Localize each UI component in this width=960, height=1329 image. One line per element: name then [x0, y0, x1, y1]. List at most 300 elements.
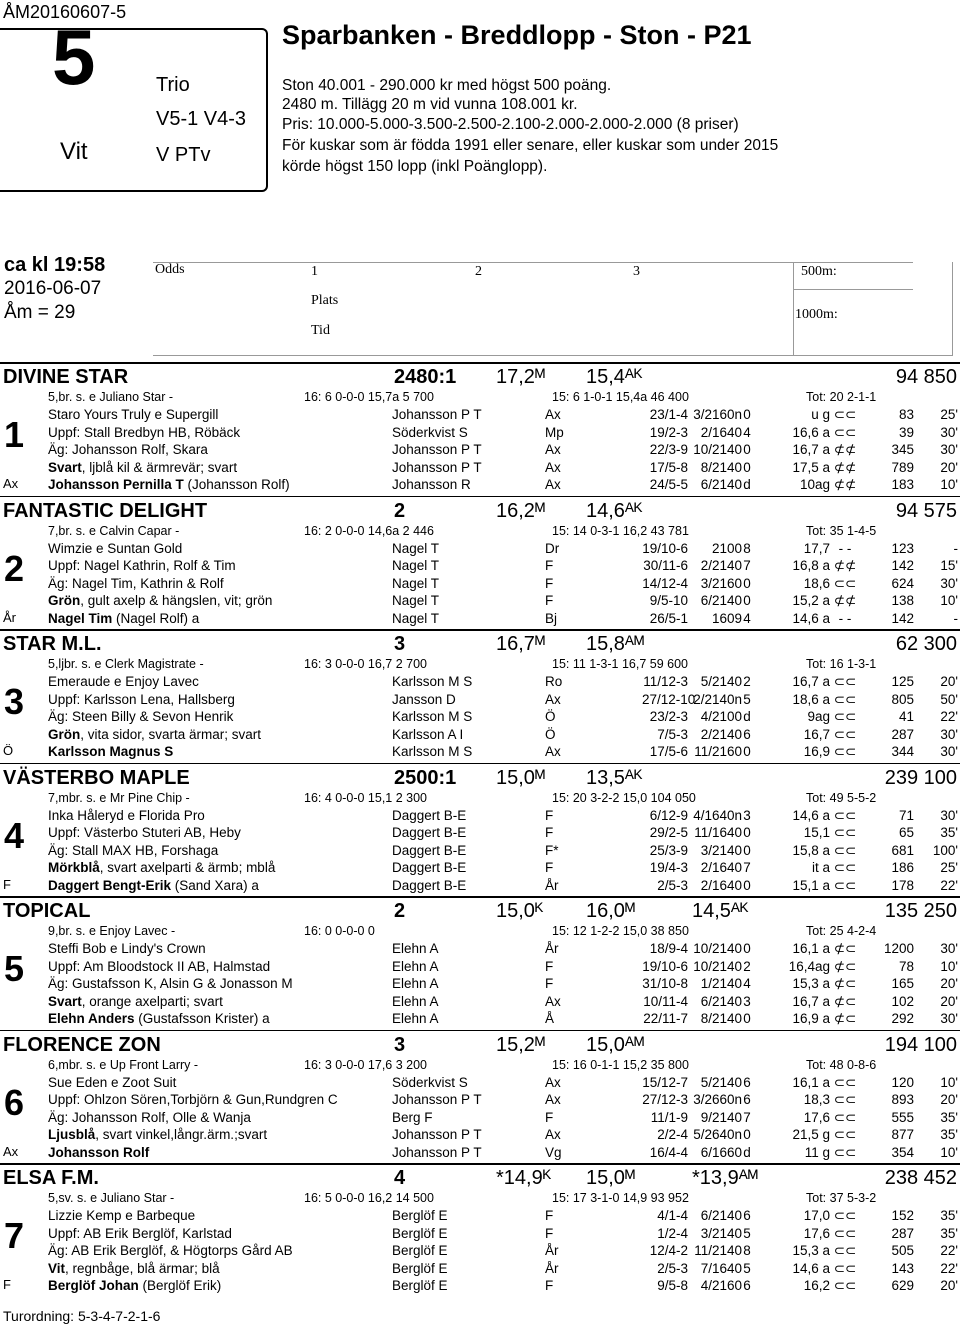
driver: Johansson P T: [392, 1092, 482, 1108]
race-number-position: [642, 691, 696, 707]
separator-line: [0, 362, 960, 364]
track: Mp: [545, 424, 564, 440]
horse-entry: [0, 896, 960, 1030]
info-text: (Johansson Rolf): [183, 477, 290, 493]
stats-career: 15: 16 0-1-1 15,2 35 800: [552, 1057, 689, 1072]
info-text: Uppf: Ohlzon Sören,Torbjörn & Gun,Rundgren C: [48, 1092, 338, 1108]
race-number-position: [642, 477, 688, 492]
prize: 10': [940, 1074, 958, 1090]
shoes-icon: - -: [838, 540, 852, 556]
owner-info-line: [48, 442, 208, 457]
info-text: Äg: Gustafsson K, Alsin G & Jonasson M: [48, 976, 293, 992]
race-number-position: [642, 593, 688, 608]
owner-info-line: [48, 1208, 195, 1223]
track: År: [545, 1260, 559, 1276]
odds: 178: [891, 877, 914, 893]
km-time: 15,3 a: [792, 1243, 830, 1259]
owner-info-line: [48, 460, 237, 475]
stats-career: 15: 12 1-2-2 15,0 38 850: [552, 924, 689, 938]
record-2: 15,0ᴹ: [586, 1167, 636, 1189]
odds: 287: [891, 726, 914, 742]
km-time: 16,7: [803, 726, 830, 742]
race-number-position: [642, 1261, 688, 1276]
prize: 50': [940, 691, 958, 707]
horse-earnings: 238 452: [884, 1167, 957, 1189]
track: Ö: [545, 726, 556, 742]
track-position: 4: [743, 610, 751, 626]
km-time: 9ag: [807, 709, 830, 725]
track: Å: [545, 1011, 555, 1027]
info-text: , gult axelp & hängslen, vit; grön: [80, 593, 273, 609]
info-text: Steffi Bob e Lindy's Crown: [48, 941, 206, 956]
post-position: -4: [675, 993, 688, 1009]
driver: Elehn A: [392, 958, 439, 974]
prize: 30': [940, 1011, 958, 1027]
owner-info-line: [48, 1226, 232, 1241]
stats-total: Tot: 25 4-2-4: [806, 924, 877, 938]
race-number-position: [642, 808, 688, 823]
separator-line: [0, 629, 960, 631]
start-distance: 2: [394, 499, 406, 522]
driver: Söderkvist S: [392, 1074, 468, 1090]
info-text: Uppf: AB Erik Berglöf, Karlstad: [48, 1225, 232, 1241]
race-number: 22/11: [643, 1011, 676, 1027]
owner-info-line: [48, 727, 261, 742]
split-500m-label: 500m:: [801, 264, 837, 279]
result-distance: 2/2140n: [693, 691, 742, 707]
track: Ö: [545, 709, 556, 725]
race-number: 19/10: [642, 540, 676, 556]
odds: 789: [891, 459, 914, 475]
post-position: -10: [668, 593, 688, 609]
info-text: Äg: Johansson Rolf, Olle & Wanja: [48, 1109, 251, 1125]
race-number-position: [642, 994, 688, 1009]
owner-info-line: [48, 808, 205, 823]
prize: 10': [940, 477, 958, 493]
odds: 681: [891, 842, 914, 858]
horse-number: 4: [4, 814, 25, 856]
info-text: Emeraude e Enjoy Lavec: [48, 674, 199, 689]
split-1000m-label: 1000m:: [795, 307, 838, 322]
race-number: 17/5: [649, 459, 676, 475]
stats-career: 15: 17 3-1-0 14,9 93 952: [552, 1191, 689, 1205]
prize: 25': [940, 860, 958, 876]
pedigree: 5,sv. s. e Juliano Star -: [48, 1191, 175, 1205]
bold-label: Daggert Bengt-Erik: [48, 877, 172, 893]
post-position: -4: [675, 1144, 688, 1160]
race-condition: Ston 40.001 - 290.000 kr med högst 500 poäng.: [282, 77, 612, 94]
owner-info-line: [48, 959, 270, 974]
track-position: 0: [743, 842, 751, 858]
pedigree: 7,mbr. s. e Mr Pine Chip -: [48, 790, 190, 805]
odds: 186: [891, 860, 914, 876]
horse-number: 6: [4, 1081, 25, 1123]
owner-info-line: [48, 576, 224, 591]
driver: Elehn A: [392, 993, 439, 1009]
race-number: 12/4: [649, 1243, 676, 1259]
post-position: -4: [675, 941, 688, 956]
km-time: 16,1 a: [792, 1074, 830, 1090]
start-order: Turordning: 5-3-4-7-2-1-6: [3, 1308, 161, 1324]
race-date: 2016-06-07: [4, 278, 102, 299]
prize: 35': [940, 1127, 958, 1143]
owner-info-line: [48, 994, 223, 1009]
pedigree: 9,br. s. e Enjoy Lavec -: [48, 924, 176, 938]
pedigree: 6,mbr. s. e Up Front Larry -: [48, 1057, 199, 1072]
shoes-icon: ⊄⊄: [833, 477, 857, 493]
race-number: 4/1: [657, 1208, 676, 1223]
result-distance: 5/2640n: [693, 1127, 742, 1143]
result-distance: 2/2140: [700, 726, 742, 742]
prize: -: [953, 610, 958, 626]
owner-info-line: [48, 611, 199, 626]
race-number: 19/4: [649, 860, 676, 876]
pedigree: 5,br. s. e Juliano Star -: [48, 390, 174, 404]
prize: 10': [940, 958, 958, 974]
post-position: -4: [675, 407, 688, 422]
separator-line: [0, 763, 960, 765]
km-time: 17,6: [803, 1225, 830, 1241]
odds: 877: [891, 1127, 914, 1143]
race-number: 16/4: [649, 1144, 676, 1160]
driver: Nagel T: [392, 540, 440, 556]
bold-label: Svart: [48, 993, 82, 1009]
shoes-icon: ⊂⊂: [833, 1127, 857, 1143]
info-text: Äg: Stall MAX HB, Forshaga: [48, 842, 219, 858]
shoes-icon: ⊂⊂: [833, 1208, 857, 1223]
track-position: 5: [743, 1260, 751, 1276]
post-position: -3: [675, 726, 688, 742]
driver: Nagel T: [392, 593, 440, 609]
shoes-icon: ⊂⊂: [833, 674, 857, 689]
shoes-icon: ⊄⊄: [833, 558, 857, 574]
post-position: -5: [675, 477, 688, 493]
stats-total: Tot: 37 5-3-2: [806, 1191, 877, 1205]
race-number: 11/1: [650, 1109, 676, 1125]
track-position: 0: [743, 825, 751, 841]
race-number: 18/9: [649, 941, 676, 956]
post-position: -4: [675, 1225, 688, 1241]
odds: 1200: [883, 941, 914, 956]
record-1: 15,0ᴷ: [496, 900, 544, 922]
owner-info-line: [48, 477, 290, 492]
post-position: -3: [675, 877, 688, 893]
bet-type-v5: V5-1 V4-3: [156, 108, 247, 130]
stats-total: Tot: 16 1-3-1: [806, 657, 877, 671]
result-distance: 2/1640: [700, 860, 742, 876]
km-time: 10ag: [799, 477, 830, 493]
track-position: 0: [743, 877, 751, 893]
km-time: 14,6 a: [792, 1260, 830, 1276]
bet-type-vptv: V PTv: [156, 144, 211, 166]
result-distance: 6/2140: [700, 477, 742, 493]
driver: Berglöf E: [392, 1278, 448, 1294]
track: Ax: [545, 993, 561, 1009]
odds: 344: [891, 744, 914, 760]
shoes-icon: ⊂⊂: [833, 726, 857, 742]
post-position: -3: [675, 424, 688, 440]
km-time: 15,1: [803, 825, 830, 841]
driver: Daggert B-E: [392, 842, 467, 858]
bold-label: Berglöf Johan: [48, 1278, 139, 1294]
shoes-icon: ⊂⊂: [833, 691, 857, 707]
shoes-icon: ⊂⊂: [833, 860, 857, 876]
race-number: 25/3: [649, 842, 676, 858]
driver: Berglöf E: [392, 1260, 448, 1276]
owner-info-line: [48, 1278, 221, 1293]
race-number: 6/12: [649, 807, 676, 823]
shoe-code: F: [3, 1277, 11, 1292]
odds: 39: [898, 424, 914, 440]
race-number: 27/12: [642, 1092, 676, 1108]
track: F: [545, 807, 554, 823]
driver: Berglöf E: [392, 1243, 448, 1259]
race-number: 2/5: [657, 877, 676, 893]
race-condition: 2480 m. Tillägg 20 m vid vunna 108.001 kr.: [282, 96, 578, 113]
horse-number: 7: [4, 1215, 25, 1256]
race-number: 22/3: [649, 442, 676, 458]
prize: 35': [940, 1109, 958, 1125]
owner-info-line: [48, 843, 218, 858]
track-position: 0: [743, 744, 751, 760]
race-number-position: [642, 674, 688, 689]
km-time: 15,3 a: [792, 976, 830, 992]
driver: Elehn A: [392, 941, 439, 956]
km-time: it a: [811, 860, 830, 876]
prize: 35': [940, 825, 958, 841]
result-distance: 9/2140: [700, 1109, 742, 1125]
race-number-position: [642, 442, 688, 457]
post-position: -10: [675, 691, 696, 707]
horse-entry: [0, 362, 960, 496]
record-3: 14,5ᴬᴷ: [692, 900, 749, 922]
race-number-position: [642, 1243, 688, 1258]
place-label-2: 2: [475, 264, 482, 279]
start-distance: 4: [394, 1167, 406, 1189]
race-number-position: [642, 1127, 688, 1142]
horse-number: 1: [4, 414, 25, 455]
owner-info-line: [48, 558, 236, 573]
track-position: 8: [743, 540, 751, 556]
post-position: -3: [675, 860, 688, 876]
result-distance: 4/2160: [700, 1278, 742, 1294]
driver: Johansson R: [392, 477, 471, 493]
horse-name: ELSA F.M.: [3, 1167, 99, 1189]
record-3: *13,9ᴬᴹ: [692, 1167, 758, 1189]
prize: 22': [940, 709, 958, 725]
tid-label: Tid: [311, 323, 330, 338]
shoes-icon: ⊂⊂: [833, 575, 857, 591]
track: Ax: [545, 407, 561, 422]
track: Ax: [545, 442, 561, 458]
driver: Karlsson M S: [392, 709, 473, 725]
driver: Nagel T: [392, 610, 440, 626]
owner-info-line: [48, 941, 206, 956]
result-distance: 7/1640: [700, 1260, 742, 1276]
bet-type-trio: Trio: [156, 74, 190, 96]
track: F: [545, 825, 554, 841]
odds-label: Odds: [155, 262, 185, 277]
prize: 10': [940, 593, 958, 609]
info-text: Staro Yours Truly e Supergill: [48, 407, 219, 422]
odds: 123: [891, 540, 914, 556]
post-position: -6: [675, 958, 688, 974]
shoe-code: Ax: [3, 476, 19, 491]
info-text: , regnbåge, blå ärmar; blå: [65, 1260, 220, 1276]
horse-entry: [0, 1030, 960, 1164]
prize: 22': [940, 1243, 958, 1259]
race-number: 2/5: [657, 1260, 676, 1276]
driver: Johansson P T: [392, 1127, 482, 1143]
record-2: 14,6ᴬᴷ: [586, 499, 643, 522]
stats-career: 15: 14 0-3-1 16,2 43 781: [552, 523, 689, 538]
prize: 30': [940, 442, 958, 458]
km-time: 21,5 g: [792, 1127, 830, 1143]
bold-label: Karlsson Magnus S: [48, 744, 174, 760]
post-position: -6: [675, 540, 688, 556]
horse-earnings: 94 850: [895, 366, 957, 388]
shoes-icon: ⊂⊂: [833, 1074, 857, 1090]
shoes-icon: ⊂⊂: [833, 1109, 857, 1125]
race-number: 26/5: [649, 610, 676, 626]
track: F: [545, 1225, 554, 1241]
km-time: 17,7: [803, 540, 830, 556]
start-distance: 3: [394, 1033, 406, 1056]
km-time: 16,4ag: [788, 958, 830, 974]
odds: 805: [891, 691, 914, 707]
km-time: 16,9 a: [792, 1011, 830, 1027]
horse-name: STAR M.L.: [3, 633, 102, 655]
shoes-icon: ⊂⊂: [833, 807, 857, 823]
horse-number: 3: [4, 681, 25, 722]
owner-info-line: [48, 674, 199, 689]
track-position: 0: [743, 407, 751, 422]
stats-total: Tot: 48 0-8-6: [806, 1057, 877, 1072]
stats-year: 16: 2 0-0-0 14,6a 2 446: [304, 523, 434, 538]
track-position: 0: [743, 459, 751, 475]
record-1: 17,2ᴹ: [496, 366, 546, 388]
owner-info-line: [48, 1075, 176, 1090]
track: F: [545, 1278, 554, 1294]
shoes-icon: ⊂⊂: [833, 1260, 857, 1276]
shoes-icon: ⊂⊂: [833, 407, 857, 422]
owner-info-line: [48, 878, 259, 893]
odds: 893: [891, 1092, 914, 1108]
info-text: Uppf: Västerbo Stuteri AB, Heby: [48, 825, 241, 841]
horse-earnings: 239 100: [884, 766, 957, 789]
race-number-position: [642, 407, 688, 422]
record-1: 16,7ᴹ: [496, 633, 546, 655]
result-distance: 8/2140: [700, 459, 742, 475]
result-distance: 2/1640: [700, 877, 742, 893]
start-distance: 2500:1: [394, 766, 457, 789]
stats-total: Tot: 35 1-4-5: [806, 523, 877, 538]
km-time: 11 g: [804, 1144, 830, 1160]
race-number-position: [642, 843, 688, 858]
odds: 143: [891, 1260, 914, 1276]
race-number-position: [642, 959, 688, 974]
shoe-code: År: [3, 609, 16, 625]
odds: 292: [891, 1011, 914, 1027]
separator-line: [0, 896, 960, 898]
race-number-position: [642, 976, 688, 991]
odds: 152: [891, 1208, 914, 1223]
km-time: 16,7 a: [792, 674, 830, 689]
info-text: Lizzie Kemp e Barbeque: [48, 1208, 196, 1223]
horse-name: TOPICAL: [3, 900, 91, 922]
track: Ax: [545, 744, 561, 760]
track-position: 4: [743, 976, 751, 992]
shoes-icon: ⊄⊂: [833, 941, 857, 956]
track: Ro: [545, 674, 563, 689]
driver: Elehn A: [392, 1011, 439, 1027]
km-time: 14,6 a: [792, 610, 830, 626]
track-position: 0: [743, 941, 751, 956]
owner-info-line: [48, 1011, 270, 1026]
shoes-icon: ⊂⊂: [833, 1243, 857, 1259]
info-text: (Nagel Rolf) a: [112, 610, 200, 626]
race-number: 9/5: [649, 593, 669, 609]
race-number: 5: [52, 13, 96, 101]
result-distance: 4/2100: [700, 709, 742, 725]
place-label-1: 1: [311, 264, 318, 279]
race-number: 1/2: [657, 1225, 676, 1241]
record-2: 15,4ᴬᴷ: [586, 366, 643, 388]
shoes-icon: ⊄⊂: [833, 1011, 857, 1027]
horse-entry: [0, 763, 960, 897]
prize: 15': [940, 558, 958, 574]
result-distance: 3/2660n: [693, 1092, 742, 1108]
post-position: -7: [675, 1074, 688, 1090]
separator-line: [0, 1163, 960, 1165]
km-time: 16,7 a: [792, 993, 830, 1009]
stats-career: 15: 6 1-0-1 15,4a 46 400: [552, 390, 689, 404]
info-text: (Sand Xara) a: [171, 877, 259, 893]
prize: 20': [940, 674, 958, 689]
race-number: 19/2: [649, 424, 676, 440]
prize: 30': [940, 726, 958, 742]
horse-earnings: 94 575: [895, 499, 957, 522]
bold-label: Grön: [48, 726, 81, 742]
race-number-position: [642, 541, 688, 556]
result-distance: 11/1640: [694, 825, 742, 841]
result-distance: 8/2140: [700, 1011, 742, 1027]
result-distance: 6/2140: [700, 993, 742, 1009]
post-position: -6: [675, 744, 688, 760]
record-1: 16,2ᴹ: [496, 499, 546, 522]
record-2: 16,0ᴹ: [586, 900, 636, 922]
odds: 120: [891, 1074, 914, 1090]
km-time: 16,6 a: [792, 424, 830, 440]
odds: 183: [891, 477, 914, 493]
odds: 354: [891, 1144, 914, 1160]
post-position: -4: [675, 1127, 688, 1143]
prize: 20': [940, 1278, 958, 1294]
race-number-position: [642, 1011, 688, 1026]
bold-label: Johansson Rolf: [48, 1144, 150, 1160]
km-time: 15,1 a: [792, 877, 830, 893]
owner-info-line: [48, 1110, 251, 1125]
track-position: 0: [743, 1127, 751, 1143]
stats-year: 16: 3 0-0-0 16,7 2 700: [304, 657, 428, 671]
driver: Johansson P T: [392, 407, 482, 422]
race-number-position: [642, 576, 688, 591]
odds: 71: [898, 807, 914, 823]
race-number: 14/12: [642, 575, 676, 591]
race-number-position: [642, 860, 688, 875]
track-position: d: [743, 1144, 751, 1160]
track: År: [545, 941, 559, 956]
